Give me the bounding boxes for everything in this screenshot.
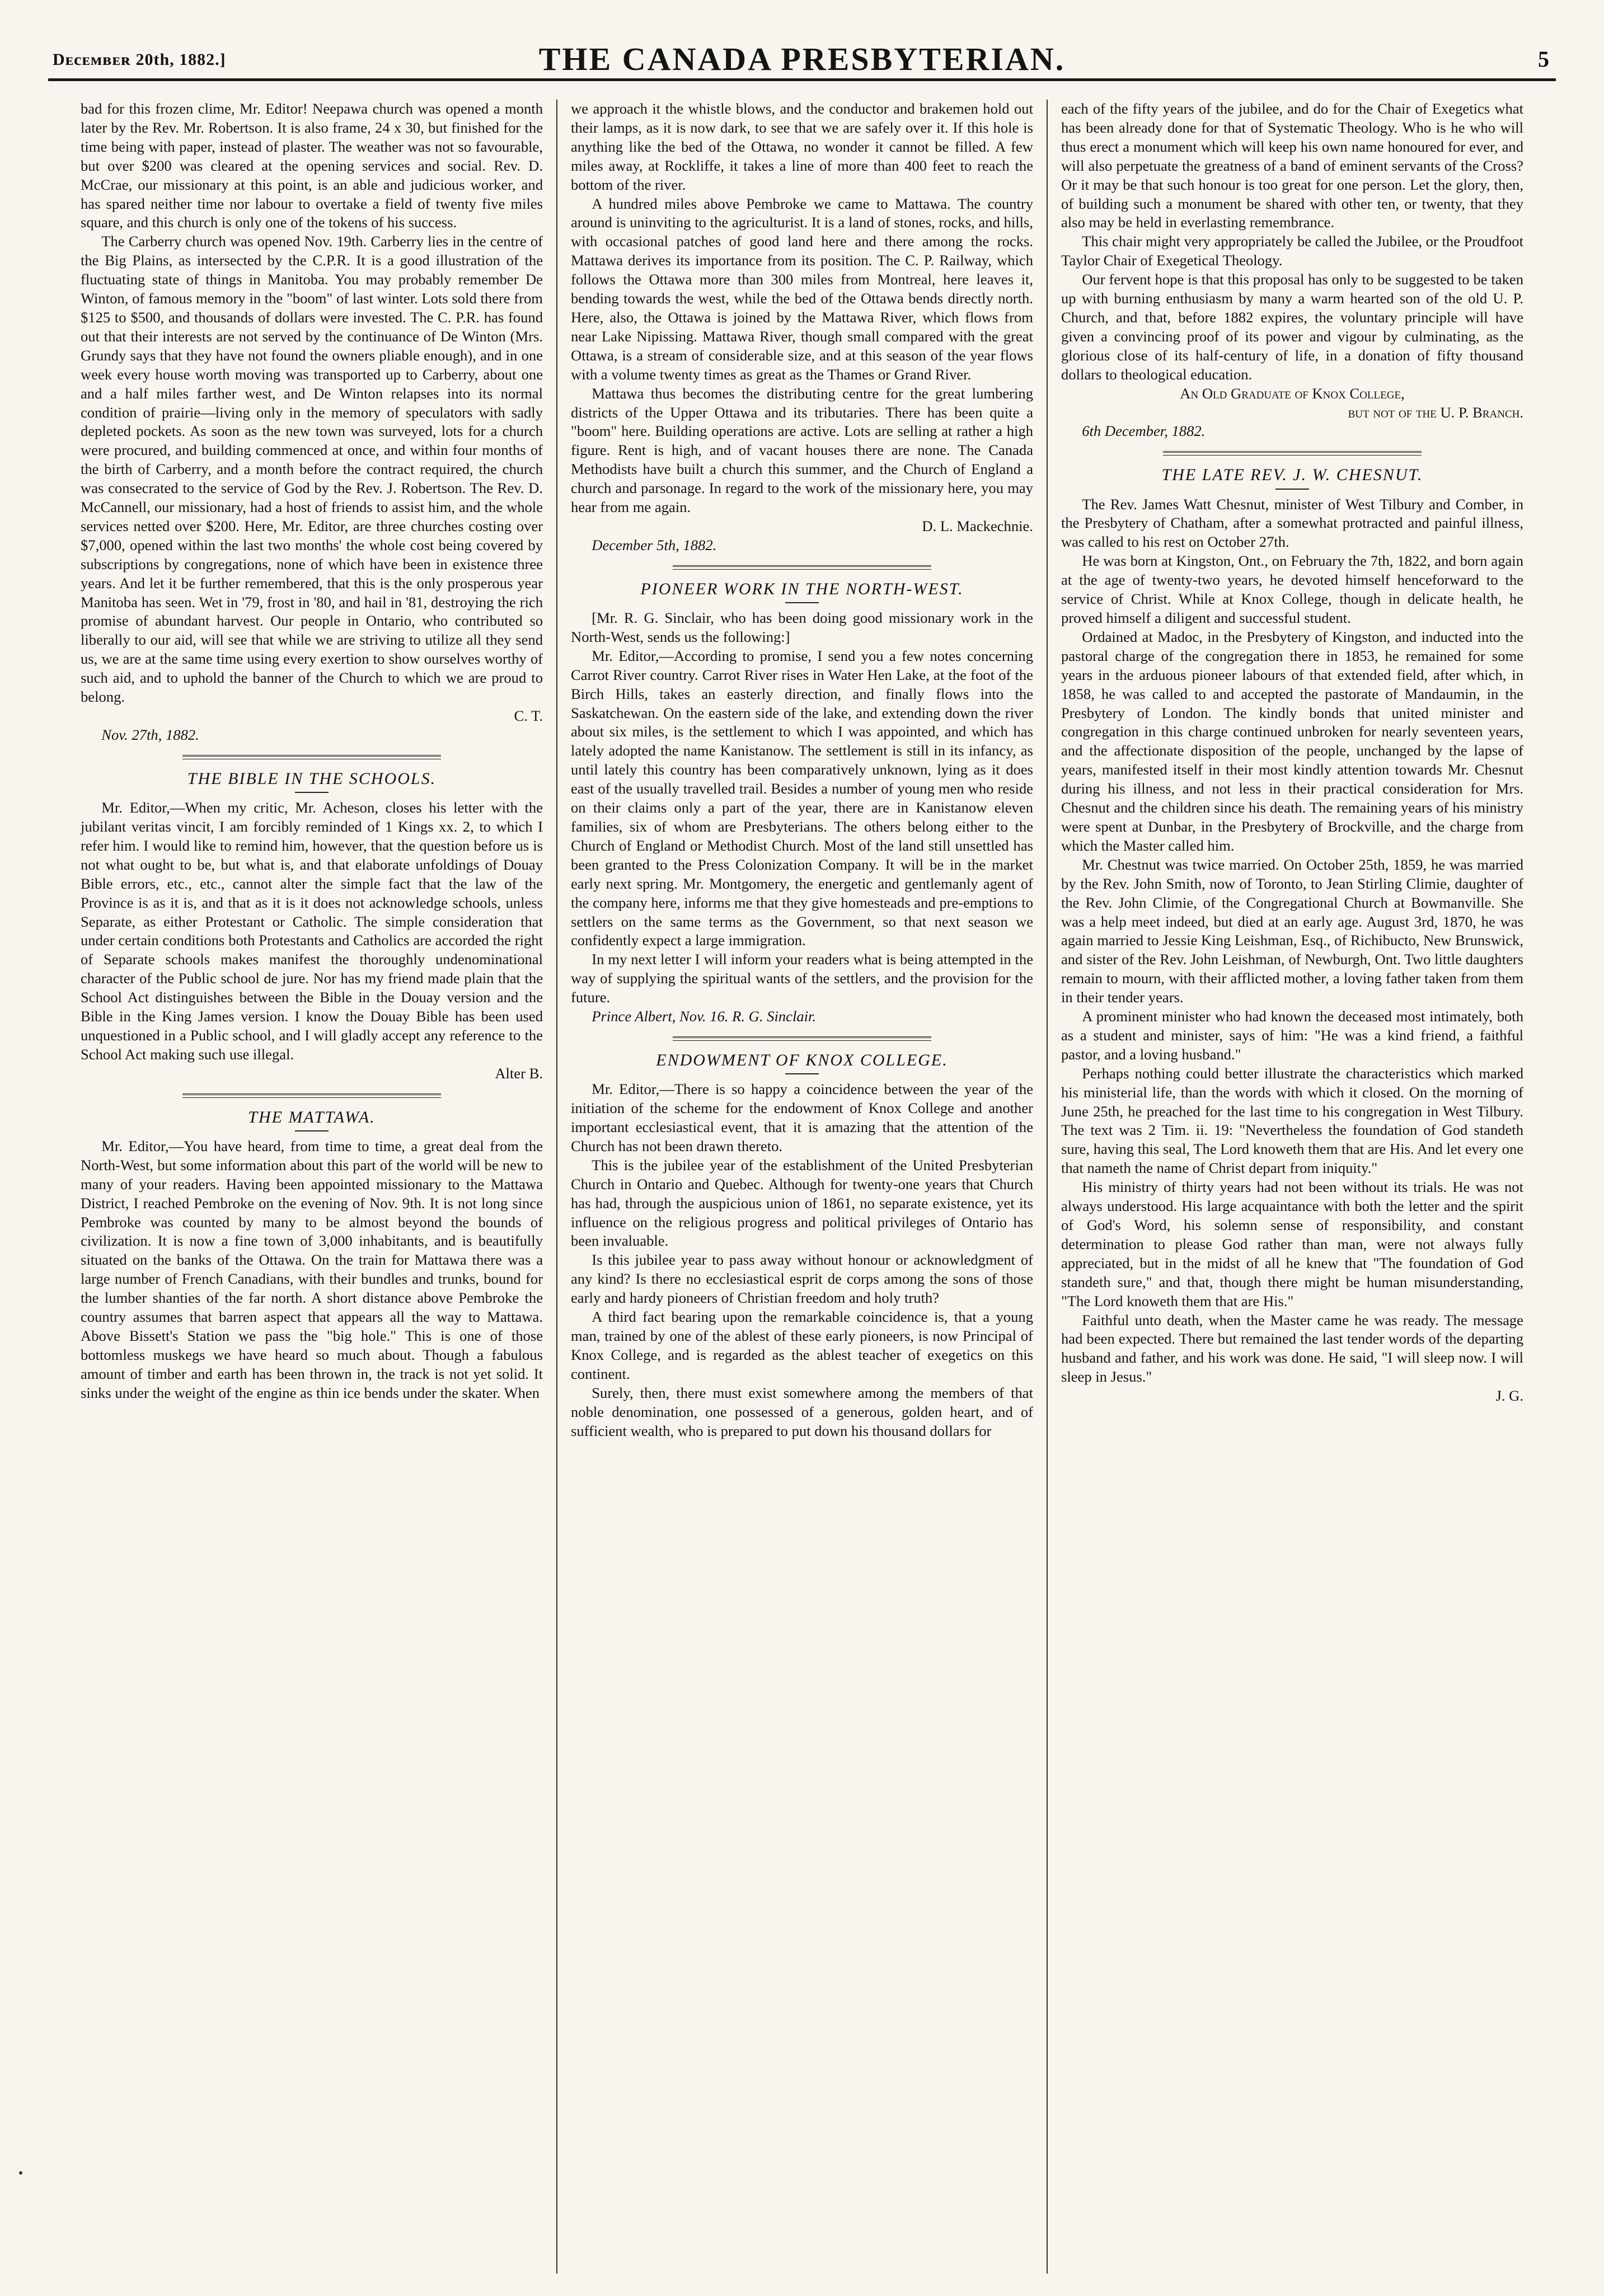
section-rule [182, 755, 442, 759]
heading-underline [295, 1130, 329, 1131]
section-rule [1163, 451, 1422, 456]
dateline: 6th December, 1882. [1082, 422, 1206, 440]
article-paragraph: Surely, then, there must exist somewhere among the members of that noble denomination, one possessed of a generous, golden heart, and of sufficient wealth, who is prepared to put down his thousand dollars for [571, 1384, 1033, 1439]
article-paragraph: A hundred miles above Pembroke we came to Mattawa. The country around is uninviting to the agriculturist. It is a land of stones, rocks, and hills, with occasional patches of good land here and there among the rocks. Mattawa derives its importance from its position. The C. P. Railway, which follows the Ottawa more than 300 miles from Montreal, here leaves it, bending towards the west, while the bed of the Ottawa bends directly north. Here, also, the Ottawa is joined by the Mattawa River, which flows from near Lake Nipissing. Mattawa River, though small compared with the great Ottawa, is a stream of considerable size, and at this season of the year flows with a volume twenty times as great as the Thames or Grand River. [571, 195, 1033, 383]
signature: C. T. [514, 707, 543, 724]
article-paragraph: [Mr. R. G. Sinclair, who has been doing good missionary work in the North-West, sends us the following:] [571, 609, 1033, 645]
signature: An Old Graduate of Knox College, [1180, 384, 1405, 402]
signature-line: Prince Albert, Nov. 16. R. G. Sinclair. [592, 1008, 817, 1025]
column-1 [67, 100, 556, 2274]
issue-date: Dᴇcᴇᴍʙᴇʀ 20th, 1882.] [53, 50, 226, 69]
article-paragraph: This is the jubilee year of the establishment of the United Presbyterian Church in Ontario and Quebec. Although for twenty-one years that Church has had, through the auspicious union of 1861, no separate existence, yet its influence on the religious progress and political privileges of Ontario has been invaluable. [571, 1156, 1033, 1250]
columns [67, 100, 1537, 2274]
article-paragraph: Perhaps nothing could better illustrate the characteristics which marked his ministerial life, than the words with which it closed. On the morning of June 25th, he preached for the last time to his congregation in West Tilbury. The text was 2 Tim. ii. 19: "Nevertheless the foundation of God standeth sure, having this seal, The Lord knoweth them that are His. And let every one that nameth the name of Christ depart from iniquity." [1061, 1064, 1523, 1177]
section-heading: THE BIBLE IN THE SCHOOLS. [187, 769, 437, 788]
article-paragraph: He was born at Kingston, Ont., on February the 7th, 1822, and born again at the age of twenty-two years, he devoted himself henceforward to the service of Christ. While at Knox College, though in delicate health, he proved himself a diligent and successful student. [1061, 552, 1523, 626]
article-paragraph: Mr. Editor,—When my critic, Mr. Acheson, closes his letter with the jubilant veritas vincit, I am forcibly reminded of 1 Kings xx. 2, to which I refer him. I would like to remind him, however, that the question before us is not what ought to be, but what is, and that elaborate unfoldings of Douay Bible errors, etc., etc., cannot alter the simple fact that the law of the Province is as it is, and that as it is it does not acknowledge schools, unless Separate, as either Protestant or Catholic. The simple consideration that under certain conditions both Protestants and Catholics are accorded the right of Separate schools makes manifest the thoroughly undenominational character of the Public school de jure. Nor has my friend made plain that the School Act distinguishes between the Bible in the Douay version and the Bible in the King James version. I know the Douay Bible has been used unquestioned in a Public school, and I will gladly accept any reference to the School Act making such use illegal. [81, 799, 543, 1063]
article-paragraph: Ordained at Madoc, in the Presbytery of Kingston, and inducted into the pastoral charge of the congregation there in 1853, he remained for some years in the arduous pioneer labours of that extended field, after which, in 1858, he was called to and accepted the pastorate of Mandaumin, in the Presbytery of London. The kindly bonds that united minister and congregation in this charge continued unbroken for nearly seventeen years, and the affectionate disposition of the people, unchanged by the lapse of years, manifested itself in their most kindly attention towards Mr. Chesnut during his illness, and not less in their practical consideration for Mrs. Chesnut and the children since his death. The remaining years of his ministry were spent at Dunbar, in the Presbytery of Brockville, and the charge from which the Master called him. [1061, 628, 1523, 854]
page-number: 5 [1538, 46, 1549, 72]
dateline: December 5th, 1882. [592, 536, 717, 553]
section-rule [673, 1036, 932, 1041]
article-paragraph: His ministry of thirty years had not been without its trials. He was not always understood. His large acquaintance with both the letter and the spirit of God's Word, his solemn sense of responsibility, and constant determination to please God rather than man, were not always fully appreciated, but in the midst of all he knew that "The foundation of God standeth sure," and that, though there might be human misunderstanding, "The Lord knoweth them that are His." [1061, 1178, 1523, 1309]
article-paragraph: Mattawa thus becomes the distributing centre for the great lumbering districts of the Upper Ottawa and its tributaries. There has been quite a "boom" here. Building operations are active. Lots are selling at rather a high figure. Rent is high, and of vacant houses there are none. The Canada Methodists have built a church this summer, and the Church of England a church and parsonage. In regard to the work of the missionary here, you may hear from me again. [571, 384, 1033, 516]
signature: Alter B. [495, 1064, 543, 1082]
article-paragraph: bad for this frozen clime, Mr. Editor! Neepawa church was opened a month later by the Rev. Mr. Robertson. It is also frame, 24 x 30, but finished for the time being with paper, instead of plaster. The weather was not so favourable, but over $200 was cleared at the opening services and social. Rev. D. McCrae, our missionary at this point, is an able and judicious worker, and has spared neither time nor labour to overtake a field of twenty five miles square, and this church is only one of the tokens of his success. [81, 100, 543, 231]
article-paragraph: The Carberry church was opened Nov. 19th. Carberry lies in the centre of the Big Plains, as intersected by the C.P.R. It is a good illustration of the fluctuating state of things in Manitoba. You may probably remember De Winton, of famous memory in the "boom" of last winter. Lots sold there from $125 to $500, and thousands of dollars were invested. The C. P.R. has found out that their interests are not served by the continuance of De Winton (Mrs. Grundy says that they have not found the owners pliable enough), and in one week every house worth moving was transported up to Carberry, about one and a half miles farther west, and De Winton relapses into its normal condition of prairie—living only in the memory of speculators with sadly depleted pockets. As soon as the new town was surveyed, lots for a church were procured, and building commenced at once, and within four months of the birth of Carberry, and a month before the contract required, the church was consecrated to the service of God by the Rev. J. Robertson. The Rev. D. McCannell, our missionary, had a host of friends to assist him, and the whole services netted over $200. Here, Mr. Editor, are three churches costing over $7,000, opened within the last two months' the whole cost being covered by subscriptions by congregations, none of which have been in existence three years. And let it be further remembered, that this is the only prosperous year Manitoba has seen. Wet in '79, frost in '80, and hail in '81, destroying the rich promise of abundant harvest. Our people in Ontario, who contributed so liberally to our aid, will see that while we are striving to utilize all they send us, we are at the same time using every exertion to show ourselves worthy of such aid, and to uphold the banner of the Church to which we are proud to belong. [81, 233, 543, 706]
column-3 [1047, 100, 1537, 2274]
article-paragraph: In my next letter I will inform your readers what is being attempted in the way of supplying the spiritual wants of the settlers, and the provision for the future. [571, 951, 1033, 1006]
signature: D. L. Mackechnie. [922, 517, 1033, 534]
article-paragraph: Our fervent hope is that this proposal has only to be suggested to be taken up with burning enthusiasm by many a warm hearted son of the old U. P. Church, and that, before 1882 expires, the voluntary principle will have given a convincing proof of its power and vigour by culminating, as the glorious close of its half-century of life, in a donation of fifty thousand dollars to theological education. [1061, 271, 1523, 383]
section-heading: PIONEER WORK IN THE NORTH-WEST. [640, 579, 964, 598]
article-paragraph: we approach it the whistle blows, and the conductor and brakemen hold out their lamps, as it is now dark, to see that we are safely over it. If this hole is anything like the bed of the Ottawa, no wonder it cannot be filled. A few miles away, at Rockliffe, it takes a line of more than 400 feet to reach the bottom of the river. [571, 100, 1033, 193]
section-heading: ENDOWMENT OF KNOX COLLEGE. [656, 1050, 948, 1069]
article-paragraph: Mr. Editor,—You have heard, from time to time, a great deal from the North-West, but some information about this part of the world will be new to many of your readers. Having been appointed missionary to the Mattawa District, I reached Pembroke on the evening of Nov. 9th. It is not long since Pembroke was counted by many to be almost beyond the bounds of civilization. It is now a fine town of 3,000 inhabitants, and is beautifully situated on the banks of the Ottawa. On the train for Mattawa there was a large number of French Canadians, with their bundles and trunks, bound for the lumber shanties of the far north. A short distance above Pembroke the country assumes that barren aspect that appears all the way to Mattawa. Above Bissett's Station we pass the "big hole." This is one of those bottomless muskegs we have heard so much about. Though a fabulous amount of timber and earth has been thrown in, the track is not yet solid. It sinks under the weight of the engine as thin ice bends under the skater. When [81, 1137, 543, 1401]
article-paragraph: Is this jubilee year to pass away without honour or acknowledgment of any kind? Is there no ecclesiastical esprit de corps among the sons of those early and hardy pioneers of Christian freedom and holy truth? [571, 1251, 1033, 1307]
section-heading: THE LATE REV. J. W. CHESNUT. [1161, 466, 1423, 485]
article-paragraph: A prominent minister who had known the deceased most intimately, both as a student and minister, says of him: "He was a kind friend, a faithful pastor, and a loving husband." [1061, 1008, 1523, 1063]
article-paragraph: Mr. Editor,—According to promise, I send you a few notes concerning Carrot River country. Carrot River rises in Water Hen Lake, at the foot of the Birch Hills, takes an easterly direction, and finally flows into the Saskatchewan. On the eastern side of the lake, and extending down the river about six miles, is the settlement to which I was appointed, and which has lately adopted the name Kanistanow. The settlement is still in its infancy, as until lately this country has been comparatively unknown, lying as it does east of the usually travelled trail. Besides a number of young men who reside on their claims only a part of the year, there are in Kanistanow eleven families, six of whom are Presbyterians. The others belong either to the Church of England or Methodist Church. Most of the land still unsettled has been granted to the Press Colonization Company. It will be in the market early next spring. Mr. Montgomery, the energetic and gentlemanly agent of the company here, informs me that they give homesteads and pre-emptions to settlers on the same terms as the Government, so that next season we confidently expect a large immigration. [571, 647, 1033, 949]
heading-underline [1275, 489, 1309, 490]
heading-underline [785, 1073, 819, 1074]
heading-underline [785, 602, 819, 603]
article-paragraph: Mr. Editor,—There is so happy a coincidence between the year of the initiation of the scheme for the endowment of Knox College and another important ecclesiastical event, that it is amazing that the attention of the Church has not been drawn thereto. [571, 1081, 1033, 1154]
margin-speck [19, 2171, 22, 2175]
article-paragraph: Faithful unto death, when the Master came he was ready. The message had been expected. There but remained the last tender words of the departing husband and father, and his work was done. He said, "I will sleep now. I will sleep in Jesus." [1061, 1311, 1523, 1386]
article-paragraph: A third fact bearing upon the remarkable coincidence is, that a young man, trained by one of the ablest of these early pioneers, is now Principal of Knox College, and is regarded as the ablest teacher of exegetics on this continent. [571, 1308, 1033, 1382]
column-2 [556, 100, 1047, 2274]
article-paragraph: Mr. Chestnut was twice married. On October 25th, 1859, he was married by the Rev. John Smith, now of Toronto, to Jean Stirling Climie, daughter of the Rev. John Climie, of the Congregational Church at Bowmanville. She was a help meet indeed, but died at an early age. August 3rd, 1870, he was again married to Jessie King Leishman, Esq., of Richibucto, New Brunswick, and sister of the Rev. John Leishman, of Newburgh, Ont. Two little daughters remain to mourn, with their afflicted mother, a loving father taken from them in their tender years. [1061, 856, 1523, 1006]
heading-underline [295, 792, 329, 793]
section-rule [182, 1093, 442, 1098]
section-heading: THE MATTAWA. [248, 1107, 376, 1126]
signature: J. G. [1495, 1387, 1523, 1405]
article-paragraph: each of the fifty years of the jubilee, and do for the Chair of Exegetics what has been already done for that of Systematic Theology. Who is he who will thus erect a monument which will keep his own name honoured for ever, and will also perpetuate the greatness of a band of eminent servants of the Cross? Or it may be that such honour is too great for one person. Let the glory, then, of building such a monument be shared with other ten, or twenty, that they also may be held in everlasting remembrance. [1061, 100, 1523, 231]
dateline: Nov. 27th, 1882. [101, 726, 199, 743]
section-rule [673, 565, 932, 570]
article-paragraph: This chair might very appropriately be called the Jubilee, or the Proudfoot Taylor Chair of Exegetical Theology. [1061, 233, 1523, 269]
masthead [48, 39, 1556, 81]
signature-subline: but not of the U. P. Branch. [1348, 403, 1523, 421]
article-paragraph: The Rev. James Watt Chesnut, minister of West Tilbury and Comber, in the Presbytery of Chatham, after a somewhat protracted and painful illness, was called to his rest on October 27th. [1061, 495, 1523, 551]
newspaper-title: THE CANADA PRESBYTERIAN. [538, 41, 1066, 77]
